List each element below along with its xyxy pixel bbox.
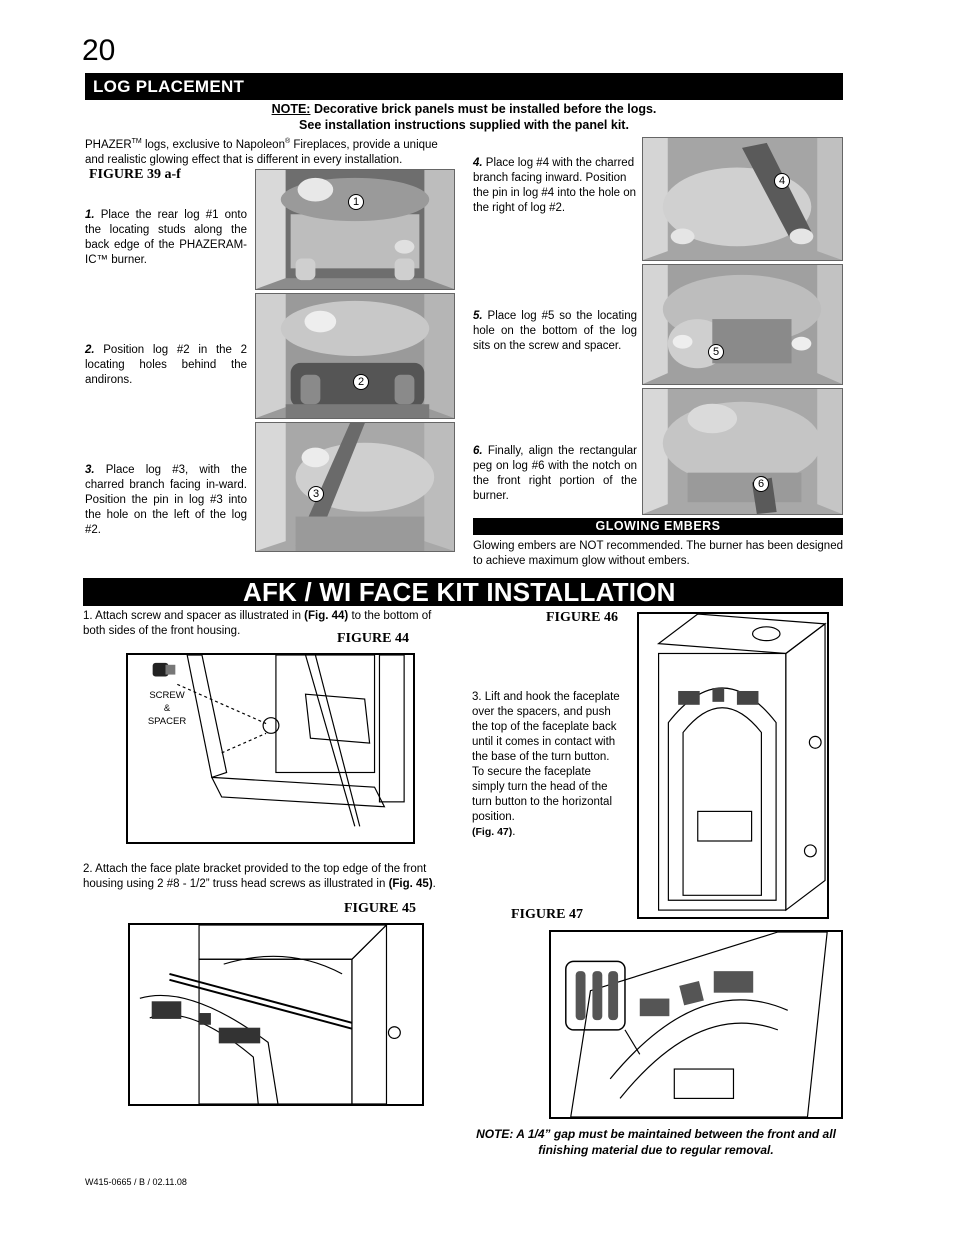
face-kit-step-3: 3. Lift and hook the faceplate over the spacers, and push the top of the faceplate back until it comes in contact with the base of the turn button. To secure the faceplate simply turn the head of the turn button to the horizontal position. (Fig. 47).	[472, 691, 620, 838]
document-code: W415-0665 / B / 02.11.08	[85, 1177, 187, 1187]
face-kit-step-1: 1. Attach screw and spacer as illustrated in (Fig. 44) to the bottom of both sides of the front housing.	[83, 610, 432, 637]
log-placement-note	[85, 101, 843, 133]
log-5-callout: 5	[708, 344, 724, 360]
figure-47-drawing	[549, 930, 843, 1119]
figure-44-drawing	[126, 653, 415, 844]
figure-46-image	[639, 614, 827, 917]
log-3-callout: 3	[308, 486, 324, 502]
log-photo-1	[255, 169, 455, 290]
note-label: NOTE:	[271, 102, 311, 116]
figure-46-drawing	[637, 612, 829, 919]
face-kit-step-2: 2. Attach the face plate bracket provided to the top edge of the front housing using 2 #8 - 1/2” truss head screws as illustrated in (Fig. 45).	[83, 863, 436, 890]
log-photo-3	[255, 422, 455, 552]
log-photo-2-image	[256, 294, 454, 418]
step-4-text: 4. Place log #4 with the charred branch facing inward. Position the pin in log #4 into the hole on the right of log #2.	[473, 157, 637, 214]
glowing-embers-text: Glowing embers are NOT recommended. The burner has been designed to achieve maximum glow without embers.	[473, 540, 843, 567]
figure-47-image	[551, 932, 841, 1117]
log-photo-1-image	[256, 170, 454, 289]
figure-46-label: FIGURE 46	[546, 610, 618, 625]
step-5-text: 5. Place log #5 so the locating hole on the bottom of the log sits on the screw and spacer.	[473, 310, 637, 352]
log-photo-6-image	[643, 389, 842, 514]
log-1-callout: 1	[348, 194, 364, 210]
log-photo-5	[642, 264, 843, 385]
step-6-text: 6. Finally, align the rectangular peg on log #6 with the notch on the front right portion of the burner.	[473, 445, 637, 502]
figure-44-label: FIGURE 44	[337, 631, 409, 646]
note-line2: See installation instructions supplied with the panel kit.	[299, 118, 629, 132]
step-2-text: 2. Position log #2 in the 2 locating holes behind the andirons.	[85, 344, 247, 386]
step-1-text: 1. Place the rear log #1 onto the locating studs along the back edge of the PHAZERAM-IC™ burner.	[85, 209, 247, 266]
log-4-callout: 4	[774, 173, 790, 189]
page-number: 20	[82, 34, 116, 67]
log-2-callout: 2	[353, 374, 369, 390]
glowing-embers-header: GLOWING EMBERS	[473, 518, 843, 535]
figure-45-drawing	[128, 923, 424, 1106]
log-photo-4-image	[643, 138, 842, 260]
note-line1: Decorative brick panels must be installed before the logs.	[310, 102, 657, 116]
screw-spacer-label: SCREW & SPACER	[147, 690, 187, 727]
log-photo-2	[255, 293, 455, 419]
log-photo-3-image	[256, 423, 454, 551]
log-photo-6	[642, 388, 843, 515]
figure-45-label: FIGURE 45	[344, 901, 416, 916]
figure-47-label: FIGURE 47	[511, 907, 583, 922]
figure-44-image	[128, 655, 413, 842]
log-photo-5-image	[643, 265, 842, 384]
figure-39-label: FIGURE 39 a-f	[89, 167, 181, 182]
log-placement-header: LOG PLACEMENT	[85, 73, 843, 100]
log-photo-4	[642, 137, 843, 261]
face-kit-header: AFK / WI FACE KIT INSTALLATION	[83, 578, 843, 606]
phazer-intro: PHAZER™ logs, exclusive to Napoleon® Fireplaces, provide a unique and realistic glowing effect that is different in every installation.	[85, 138, 438, 166]
gap-note: NOTE: A 1/4” gap must be maintained between the front and all finishing material due to regular removal.	[476, 1127, 836, 1157]
step-3-text: 3. Place log #3, with the charred branch facing in-ward. Position the pin in log #3 into the hole on the left of the log #2.	[85, 464, 247, 536]
figure-45-image	[130, 925, 422, 1104]
log-6-callout: 6	[753, 476, 769, 492]
